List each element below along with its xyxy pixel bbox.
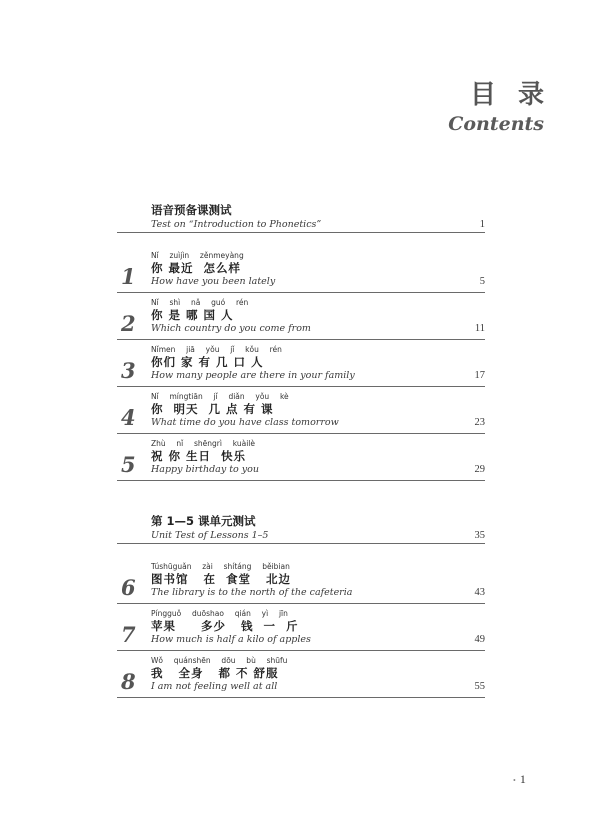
entry-chinese-title: 你 是 哪 国 人 [151, 308, 234, 322]
entry-pinyin: Wǒ quánshēn dōu bù shūfu [151, 656, 288, 665]
entry-english-title: How many people are there in your family [151, 370, 355, 381]
entry-english-title: How have you been lately [151, 276, 276, 287]
toc-entry-lesson-6[interactable] [117, 562, 485, 604]
toc-entry-lesson-7[interactable] [117, 609, 485, 651]
entry-chinese-title: 你 明天 几 点 有 课 [151, 402, 274, 416]
lesson-number: 6 [121, 575, 136, 600]
entry-chinese-title: 我 全身 都 不 舒服 [151, 666, 279, 680]
lesson-number: 1 [121, 264, 136, 289]
entry-english-title: I am not feeling well at all [151, 681, 278, 692]
title-chinese: 目录 [469, 80, 566, 110]
toc-entry-lesson-5[interactable] [117, 439, 485, 481]
entry-pinyin: Nǐ míngtiān jǐ diǎn yǒu kè [151, 392, 289, 401]
lesson-number: 4 [121, 405, 136, 430]
entry-chinese-title: 语音预备课测试 [151, 203, 232, 217]
folio-page-number: 1 [519, 772, 526, 786]
entry-chinese-title: 苹果 多少 钱 一 斤 [151, 619, 299, 633]
entry-english-title: Test on “Introduction to Phonetics” [151, 219, 322, 230]
entry-english-title: The library is to the north of the cafeteria [151, 587, 353, 598]
entry-chinese-title: 祝 你 生日 快乐 [151, 449, 247, 463]
entry-pinyin: Túshūguǎn zài shítáng běibian [151, 562, 290, 571]
entry-chinese-title: 第 1—5 课单元测试 [151, 514, 256, 528]
entry-page-number: 35 [474, 530, 485, 541]
lesson-number: 7 [121, 622, 136, 647]
lesson-number: 5 [121, 452, 136, 477]
toc-entry-lesson-8[interactable] [117, 656, 485, 698]
entry-page-number: 49 [474, 634, 485, 645]
entry-chinese-title: 你 最近 怎么样 [151, 261, 242, 275]
entry-page-number: 5 [479, 276, 485, 287]
toc-entry-lesson-4[interactable] [117, 392, 485, 434]
entry-english-title: Unit Test of Lessons 1–5 [151, 530, 269, 541]
entry-english-title: How much is half a kilo of apples [151, 634, 311, 645]
toc-entry-lesson-1[interactable] [117, 251, 485, 293]
entry-page-number: 1 [479, 219, 485, 230]
toc-entry-lesson-2[interactable] [117, 298, 485, 340]
entry-page-number: 43 [474, 587, 485, 598]
lesson-number: 3 [121, 358, 136, 383]
entry-pinyin: Nǐ zuìjìn zěnmeyàng [151, 251, 244, 260]
lesson-number: 8 [121, 669, 136, 694]
entry-page-number: 29 [474, 464, 485, 475]
lesson-number: 2 [121, 311, 136, 336]
title-english: Contents [448, 113, 544, 135]
contents-title-block [448, 80, 566, 136]
toc-entry-lesson-3[interactable] [117, 345, 485, 387]
bullet-icon: • [513, 775, 516, 785]
table-of-contents [117, 203, 485, 703]
entry-english-title: Happy birthday to you [151, 464, 259, 475]
entry-page-number: 17 [474, 370, 485, 381]
entry-english-title: What time do you have class tomorrow [151, 417, 339, 428]
entry-pinyin: Zhù nǐ shēngrì kuàilè [151, 439, 255, 448]
toc-entry-unit-test[interactable] [117, 514, 485, 544]
entry-pinyin: Nǐ shì nǎ guó rén [151, 298, 249, 307]
toc-entry-intro-test[interactable] [117, 203, 485, 233]
entry-chinese-title: 你们 家 有 几 口 人 [151, 355, 264, 369]
entry-english-title: Which country do you come from [151, 323, 311, 334]
entry-chinese-title: 图书馆 在 食堂 北边 [151, 572, 292, 586]
entry-pinyin: Nǐmen jiā yǒu jǐ kǒu rén [151, 345, 282, 354]
page-folio [513, 772, 526, 787]
entry-page-number: 23 [474, 417, 485, 428]
entry-page-number: 55 [474, 681, 485, 692]
entry-page-number: 11 [474, 323, 485, 334]
entry-pinyin: Píngguǒ duōshao qián yì jīn [151, 609, 288, 618]
